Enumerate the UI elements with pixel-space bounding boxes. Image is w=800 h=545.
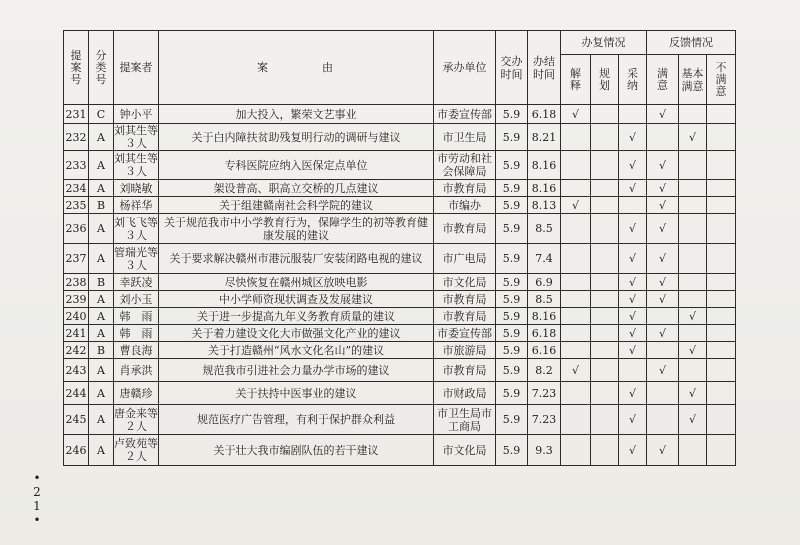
handling-unit: 市文化局: [434, 274, 496, 291]
table-row: [64, 325, 736, 342]
basically-satisfied-check: [679, 151, 707, 180]
proposer: 刘小玉: [114, 291, 159, 308]
completed-date: 8.5: [528, 214, 561, 244]
explain-check: [561, 308, 591, 325]
category: A: [89, 151, 114, 180]
reason: 尽快恢复在赣州城区放映电影: [159, 274, 434, 291]
assigned-date: 5.9: [496, 405, 528, 435]
category: A: [89, 435, 114, 466]
basically-satisfied-check: [679, 435, 707, 466]
assigned-date: 5.9: [496, 151, 528, 180]
assigned-date: 5.9: [496, 274, 528, 291]
plan-check: [591, 325, 619, 342]
table-row: [64, 274, 736, 291]
proposal-number: 231: [64, 105, 89, 124]
handling-unit: 市编办: [434, 197, 496, 214]
reason: 关于着力建设文化大市做强文化产业的建议: [159, 325, 434, 342]
proposer: 幸跃凌: [114, 274, 159, 291]
basically-satisfied-check: [679, 244, 707, 274]
explain-check: √: [561, 105, 591, 124]
adopt-check: √: [619, 274, 647, 291]
proposal-number: 245: [64, 405, 89, 435]
table-row: [64, 291, 736, 308]
category: A: [89, 180, 114, 197]
proposal-number: 236: [64, 214, 89, 244]
adopt-check: √: [619, 180, 647, 197]
explain-check: [561, 151, 591, 180]
table-row: [64, 382, 736, 405]
header-explain: 解释: [561, 55, 591, 105]
not-satisfied-check: [707, 382, 736, 405]
not-satisfied-check: [707, 105, 736, 124]
reason: 关于组建赣南社会科学院的建议: [159, 197, 434, 214]
proposer: 韩 雨: [114, 325, 159, 342]
proposer: 刘其生等３人: [114, 124, 158, 150]
satisfied-check: √: [647, 359, 679, 382]
satisfied-check: √: [647, 214, 679, 244]
explain-check: √: [561, 197, 591, 214]
explain-check: [561, 405, 591, 435]
category: A: [89, 291, 114, 308]
basically-satisfied-check: [679, 197, 707, 214]
completed-date: 6.16: [528, 342, 561, 359]
table-row: [64, 244, 736, 274]
completed-date: 8.5: [528, 291, 561, 308]
handling-unit: 市教育局: [434, 308, 496, 325]
basically-satisfied-check: √: [679, 124, 707, 151]
basically-satisfied-check: [679, 105, 707, 124]
assigned-date: 5.9: [496, 382, 528, 405]
reason: 关于进一步提高九年义务教育质量的建议: [159, 308, 434, 325]
reason: 规范我市引进社会力量办学市场的建议: [159, 359, 434, 382]
not-satisfied-check: [707, 244, 736, 274]
plan-check: [591, 405, 619, 435]
plan-check: [591, 382, 619, 405]
header-basically-satisfied: 基本满意: [679, 55, 707, 105]
category: B: [89, 342, 114, 359]
explain-check: [561, 214, 591, 244]
basically-satisfied-check: √: [679, 382, 707, 405]
plan-check: [591, 214, 619, 244]
proposer: 刘其生等３人: [114, 152, 158, 178]
explain-check: [561, 124, 591, 151]
plan-check: [591, 124, 619, 151]
handling-unit: 市教育局: [434, 180, 496, 197]
not-satisfied-check: [707, 197, 736, 214]
handling-unit: 市委宣传部: [434, 325, 496, 342]
assigned-date: 5.9: [496, 244, 528, 274]
plan-check: [591, 291, 619, 308]
adopt-check: √: [619, 244, 647, 274]
assigned-date: 5.9: [496, 180, 528, 197]
basically-satisfied-check: √: [679, 308, 707, 325]
proposer: 卢致苑等２人: [114, 435, 159, 466]
reason: 关于要求解决赣州市港沅服装厂安装闭路电视的建议: [159, 244, 434, 274]
adopt-check: √: [619, 291, 647, 308]
plan-check: [591, 197, 619, 214]
table-row: [64, 435, 736, 466]
header-handling-unit: 承办单位: [434, 31, 496, 105]
header-adopt: 采纳: [619, 55, 647, 105]
satisfied-check: √: [647, 180, 679, 197]
completed-date: 6.18: [528, 325, 561, 342]
handling-unit: 市旅游局: [434, 342, 496, 359]
header-proposal-number: 提案号: [64, 31, 89, 105]
proposal-number: 232: [64, 124, 89, 151]
basically-satisfied-check: [679, 214, 707, 244]
handling-unit: 市财政局: [434, 382, 496, 405]
reason: 关于打造赣州“风水文化名山”的建议: [159, 342, 434, 359]
not-satisfied-check: [707, 308, 736, 325]
proposal-number: 242: [65, 343, 87, 357]
assigned-date: 5.9: [496, 105, 528, 124]
not-satisfied-check: [707, 214, 736, 244]
reason: 架设普高、职高立交桥的几点建议: [159, 180, 434, 197]
category: C: [89, 105, 114, 124]
category: A: [89, 214, 114, 244]
adopt-check: [619, 359, 647, 382]
category: B: [89, 197, 114, 214]
table-row: [64, 124, 736, 151]
not-satisfied-check: [707, 151, 736, 180]
handling-unit: 市委宣传部: [434, 105, 496, 124]
header-plan: 规划: [591, 55, 619, 105]
table-row: [64, 308, 736, 325]
table-row: [64, 342, 736, 359]
handling-unit: 市教育局: [434, 214, 496, 244]
satisfied-check: √: [647, 105, 679, 124]
plan-check: [591, 244, 619, 274]
proposer: 杨祥华: [114, 197, 159, 214]
header-satisfied: 满意: [647, 55, 679, 105]
plan-check: [591, 308, 619, 325]
reason: 关于扶持中医事业的建议: [159, 382, 434, 405]
not-satisfied-check: [707, 291, 736, 308]
adopt-check: √: [619, 308, 647, 325]
header-category-number: 分类号: [89, 31, 114, 105]
proposal-table: [63, 30, 736, 466]
assigned-date: 5.9: [496, 359, 528, 382]
basically-satisfied-check: [679, 291, 707, 308]
proposer: 唐赣珍: [114, 382, 159, 405]
completed-date: 8.16: [528, 308, 561, 325]
category: A: [89, 405, 114, 435]
header-not-satisfied: 不满意: [707, 55, 736, 105]
category: B: [89, 274, 114, 291]
header-reply-status: 办复情况: [561, 31, 647, 55]
adopt-check: √: [619, 382, 647, 405]
proposer: 肖承洪: [114, 359, 159, 382]
completed-date: 8.2: [528, 359, 561, 382]
table-row: [64, 105, 736, 124]
satisfied-check: [647, 342, 679, 359]
explain-check: [561, 342, 591, 359]
handling-unit: 市教育局: [434, 359, 496, 382]
proposal-number: 234: [65, 181, 87, 195]
category: A: [89, 359, 114, 382]
header-completed-date: 办结时间: [528, 31, 561, 105]
proposal-number: 233: [64, 151, 89, 180]
completed-date: 9.3: [528, 435, 561, 466]
completed-date: 8.13: [528, 197, 561, 214]
handling-unit: 市劳动和社会保障局: [434, 151, 496, 180]
completed-date: 6.18: [528, 105, 561, 124]
satisfied-check: √: [647, 244, 679, 274]
adopt-check: √: [619, 405, 647, 435]
proposal-number: 238: [65, 275, 87, 289]
proposal-number: 244: [64, 382, 89, 405]
table-row: [64, 151, 736, 180]
basically-satisfied-check: √: [679, 405, 707, 435]
category: A: [89, 244, 114, 274]
reason: 中小学师资现状调查及发展建议: [159, 291, 434, 308]
basically-satisfied-check: [679, 180, 707, 197]
handling-unit: 市教育局: [434, 291, 496, 308]
not-satisfied-check: [707, 435, 736, 466]
table-row: [64, 214, 736, 244]
table-row: [64, 359, 736, 382]
adopt-check: [619, 105, 647, 124]
plan-check: [591, 105, 619, 124]
proposal-number: 240: [65, 309, 87, 323]
proposer: 刘飞飞等３人: [114, 215, 158, 242]
assigned-date: 5.9: [496, 291, 528, 308]
page-number: •21•: [33, 471, 41, 527]
assigned-date: 5.9: [496, 308, 528, 325]
proposer: 管瑞光等３人: [114, 245, 158, 272]
assigned-date: 5.9: [496, 197, 528, 214]
plan-check: [591, 151, 619, 180]
handling-unit: 市广电局: [434, 244, 496, 274]
satisfied-check: √: [647, 197, 679, 214]
proposal-number: 239: [65, 292, 87, 306]
proposer: 刘晓敏: [114, 180, 159, 197]
satisfied-check: [647, 382, 679, 405]
explain-check: [561, 244, 591, 274]
reason: 专科医院应纳入医保定点单位: [159, 151, 434, 180]
plan-check: [591, 342, 619, 359]
adopt-check: [619, 197, 647, 214]
adopt-check: √: [619, 342, 647, 359]
category: A: [89, 124, 114, 151]
explain-check: [561, 291, 591, 308]
completed-date: 7.23: [528, 382, 561, 405]
completed-date: 7.4: [528, 244, 561, 274]
completed-date: 8.16: [528, 151, 561, 180]
basically-satisfied-check: [679, 359, 707, 382]
explain-check: [561, 325, 591, 342]
not-satisfied-check: [707, 342, 736, 359]
reason: 关于规范我市中小学教育行为，保障学生的初等教育健康发展的建议: [159, 214, 434, 244]
not-satisfied-check: [707, 359, 736, 382]
not-satisfied-check: [707, 274, 736, 291]
adopt-check: √: [619, 214, 647, 244]
reason: 关于壮大我市编剧队伍的若干建议: [159, 435, 434, 466]
basically-satisfied-check: [679, 325, 707, 342]
proposal-number: 246: [64, 435, 89, 466]
table-row: [64, 180, 736, 197]
explain-check: [561, 435, 591, 466]
assigned-date: 5.9: [496, 435, 528, 466]
header-reason: 案 由: [159, 31, 434, 105]
adopt-check: √: [619, 124, 647, 151]
proposer: 韩 雨: [114, 308, 159, 325]
satisfied-check: [647, 308, 679, 325]
satisfied-check: [647, 124, 679, 151]
table-row: [64, 197, 736, 214]
satisfied-check: √: [647, 151, 679, 180]
plan-check: [591, 180, 619, 197]
handling-unit: 市卫生局市工商局: [434, 405, 496, 435]
explain-check: [561, 274, 591, 291]
adopt-check: √: [619, 151, 647, 180]
table-row: [64, 405, 736, 435]
completed-date: 7.23: [528, 405, 561, 435]
header-feedback-status: 反馈情况: [647, 31, 736, 55]
header-assigned-date: 交办时间: [496, 31, 528, 105]
proposer: 唐金来等２人: [114, 406, 158, 433]
reason: 关于白内障扶贫助残复明行动的调研与建议: [159, 124, 434, 151]
handling-unit: 市文化局: [434, 435, 496, 466]
assigned-date: 5.9: [496, 342, 528, 359]
proposal-number: 243: [64, 359, 89, 382]
satisfied-check: √: [647, 435, 679, 466]
plan-check: [591, 274, 619, 291]
adopt-check: √: [619, 435, 647, 466]
category: A: [89, 382, 114, 405]
reason: 规范医疗广告管理，有利于保护群众利益: [159, 405, 434, 435]
not-satisfied-check: [707, 180, 736, 197]
explain-check: [561, 382, 591, 405]
category: A: [89, 325, 114, 342]
reason: 加大投入，繁荣文艺事业: [159, 105, 434, 124]
satisfied-check: √: [647, 274, 679, 291]
satisfied-check: [647, 405, 679, 435]
plan-check: [591, 359, 619, 382]
assigned-date: 5.9: [496, 325, 528, 342]
not-satisfied-check: [707, 405, 736, 435]
proposal-number: 237: [64, 244, 89, 274]
completed-date: 6.9: [528, 274, 561, 291]
category: A: [89, 308, 114, 325]
header-proposer: 提案者: [114, 31, 159, 105]
completed-date: 8.21: [528, 124, 561, 151]
not-satisfied-check: [707, 325, 736, 342]
satisfied-check: √: [647, 325, 679, 342]
completed-date: 8.16: [528, 180, 561, 197]
proposal-number: 241: [65, 326, 87, 340]
adopt-check: √: [619, 325, 647, 342]
basically-satisfied-check: √: [679, 342, 707, 359]
proposer: 曹良海: [114, 342, 159, 359]
basically-satisfied-check: [679, 274, 707, 291]
proposal-number: 235: [65, 198, 87, 212]
not-satisfied-check: [707, 124, 736, 151]
satisfied-check: √: [647, 291, 679, 308]
handling-unit: 市卫生局: [434, 124, 496, 151]
assigned-date: 5.9: [496, 214, 528, 244]
assigned-date: 5.9: [496, 124, 528, 151]
explain-check: √: [561, 359, 591, 382]
plan-check: [591, 435, 619, 466]
proposer: 钟小平: [114, 105, 159, 124]
explain-check: [561, 180, 591, 197]
